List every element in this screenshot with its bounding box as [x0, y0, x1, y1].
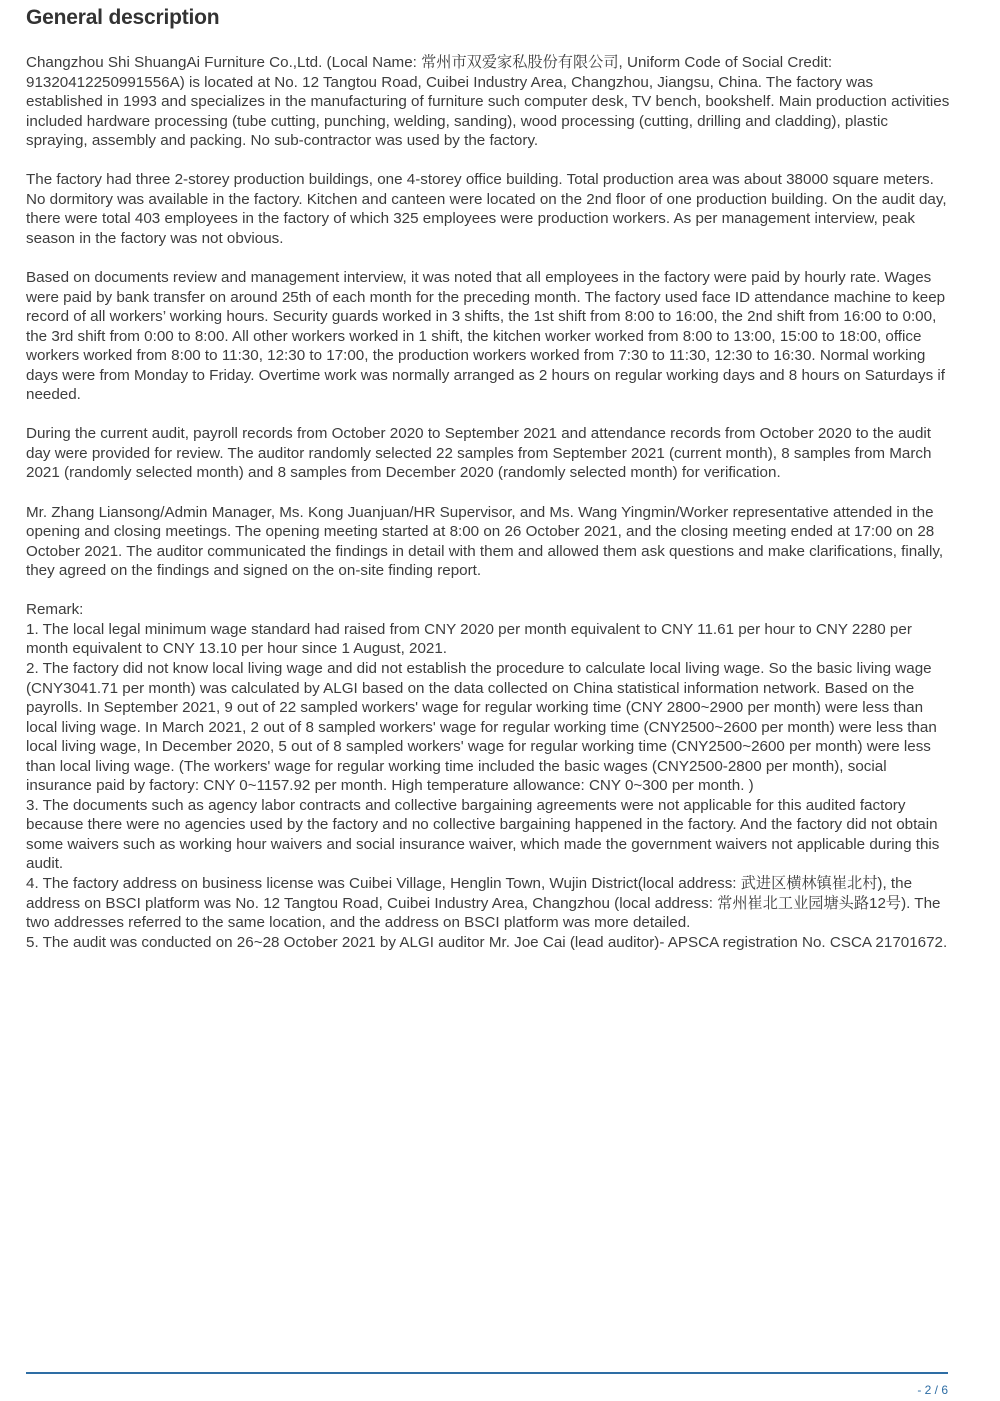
remark-item-2: 2. The factory did not know local living wage and did not establish the procedure to calculate local living wage. So the basic living wage (CNY3041.71 per month) was calculated by ALGI based on the data collected on China statistical information network. Based on the payrolls. In September 2021, 9 out of 22 sampled workers' wage for regular working time (CNY 2800~2900 per month) were less than local living wage. In March 2021, 2 out of 8 sampled workers' wage for regular working time (CNY2500~2600 per month) were less than local living wage, In December 2020, 5 out of 8 sampled workers' wage for regular working time (CNY2500~2600 per month) were less than local living wage. (The workers' wage for regular working time included the basic wages (CNY2500-2800 per month), social insurance paid by factory: CNY 0~1157.92 per month. High temperature allowance: CNY 0~300 per month. ) — [26, 659, 937, 795]
document-page — [26, 0, 951, 952]
paragraph-wages-working-hours: Based on documents review and management interview, it was noted that all employees in the factory were paid by hourly rate. Wages were paid by bank transfer on around 25th of each month for the preceding month. The factory used face ID attendance machine to keep record of all workers’ working hours. Security guards worked in 3 shifts, the 1st shift from 8:00 to 16:00, the 2nd shift from 16:00 to 0:00, the 3rd shift from 0:00 to 8:00. All other workers worked in 1 shift, the kitchen worker worked from 8:00 to 13:00, 15:00 to 18:00, office workers worked from 8:00 to 11:30, 12:30 to 17:00, the production workers worked from 7:30 to 11:30, 12:30 to 16:30. Normal working days were from Monday to Friday. Overtime work was normally arranged as 2 hours on regular working days and 8 hours on Saturdays if needed. — [26, 269, 946, 404]
remark-heading: Remark: — [26, 601, 84, 619]
remark-item-1: 1. The local legal minimum wage standard had raised from CNY 2020 per month equivalent to CNY 11.61 per hour to CNY 2280 per month equivalent to CNY 13.10 per hour since 1 August, 2021. — [26, 620, 912, 658]
section-title: General description — [26, 6, 220, 29]
page-number: - 2 / 6 — [917, 1383, 948, 1397]
paragraph-meetings: Mr. Zhang Liansong/Admin Manager, Ms. Kong Juanjuan/HR Supervisor, and Ms. Wang Yingmin/Worker representative attended in the opening and closing meetings. The opening meeting started at 8:00 on 26 October 2021, and the closing meeting ended at 17:00 on 28 October 2021. The auditor communicated the findings in detail with them and allowed them ask questions and make clarifications, finally, they agreed on the findings and signed on the on-site finding report. — [26, 503, 944, 580]
footer-divider — [26, 1372, 948, 1374]
remark-item-3: 3. The documents such as agency labor contracts and collective bargaining agreements were not applicable for this audited factory because there were no agencies used by the factory and no collective bargaining happened in the factory. And the factory did not obtain some waivers such as working hour waivers and social insurance waiver, which made the government waivers not applicable during this audit. — [26, 796, 940, 873]
remark-item-4: 4. The factory address on business license was Cuibei Village, Henglin Town, Wujin District(local address: 武进区横林镇崔北村), the address on BSCI platform was No. 12 Tangtou Road, Cuibei Industry Area, Changzhou (local address: 常州崔北工业园塘头路12号). The two addresses referred to the same location, and the address on BSCI platform was more detailed. — [26, 874, 941, 932]
paragraph-company-overview: Changzhou Shi ShuangAi Furniture Co.,Ltd. (Local Name: 常州市双爱家私股份有限公司, Uniform Code of Social Credit: 91320412250991556A) is located at No. 12 Tangtou Road, Cuibei Industry Area, Changzhou, Jiangsu, China. The factory was established in 1993 and specializes in the manufacturing of furniture such computer desk, TV bench, bookshelf. Main production activities included hardware processing (tube cutting, punching, welding, sanding), wood processing (cutting, drilling and cladding), plastic spraying, assembly and packing. No sub-contractor was used by the factory. — [26, 54, 950, 150]
remark-item-5: 5. The audit was conducted on 26~28 October 2021 by ALGI auditor Mr. Joe Cai (lead auditor)- APSCA registration No. CSCA 21701672. — [26, 933, 948, 951]
paragraph-facilities: The factory had three 2-storey production buildings, one 4-storey office building. Total production area was about 38000 square meters. No dormitory was available in the factory. Kitchen and canteen were located on the 2nd floor of one production building. On the audit day, there were total 403 employees in the factory of which 325 employees were production workers. As per management interview, peak season in the factory was not obvious. — [26, 171, 947, 247]
paragraph-records-sampling: During the current audit, payroll records from October 2020 to September 2021 and attendance records from October 2020 to the audit day were provided for review. The auditor randomly selected 22 samples from September 2021 (current month), 8 samples from March 2021 (randomly selected month) and 8 samples from December 2020 (randomly selected month) for verification. — [26, 425, 932, 482]
